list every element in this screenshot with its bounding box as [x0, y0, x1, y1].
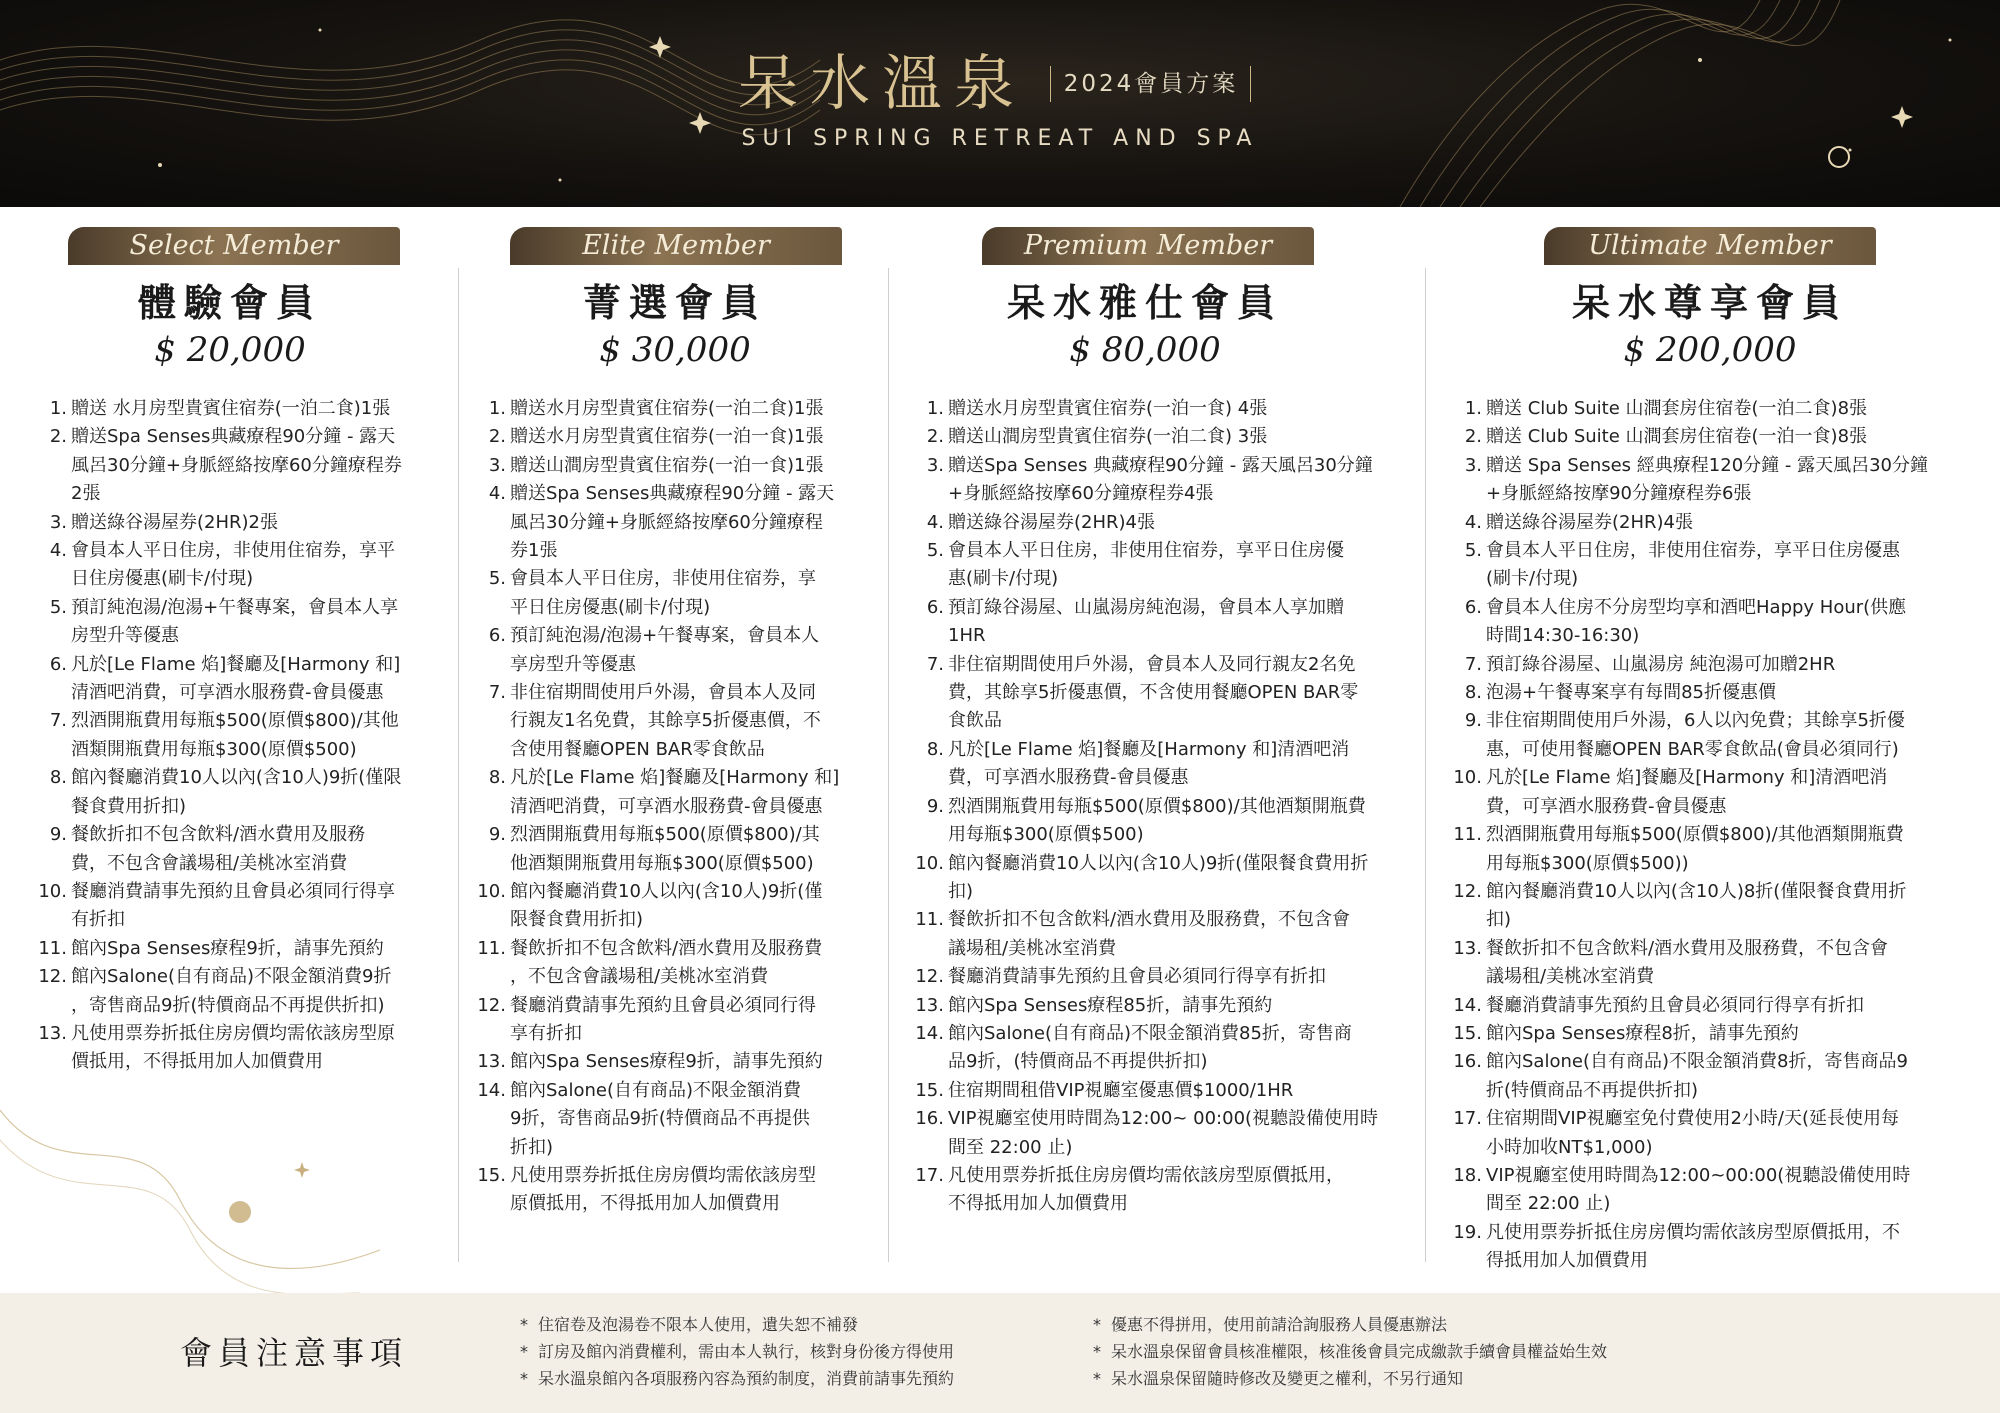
benefit-text-line: 餐飲折扣不包含飲料/酒水費用及服務: [71, 824, 366, 846]
benefit-item: [474, 1162, 882, 1219]
benefit-text-line: 折扣): [510, 1136, 554, 1158]
benefit-item: [1450, 1048, 1990, 1105]
tier-price: $ 200,000: [1623, 330, 1797, 370]
benefit-text-line: 餐飲折扣不包含飲料/酒水費用及服務費，不包含會: [1486, 937, 1889, 959]
benefit-number: 11.: [477, 937, 506, 959]
benefit-text-line: 品9折，(特價商品不再提供折扣): [948, 1051, 1208, 1073]
benefit-item: [35, 651, 450, 708]
benefit-text-line: 他酒類開瓶費用每瓶$300(原價$500): [510, 852, 814, 874]
benefit-item: [1450, 594, 1990, 651]
benefit-text-line: 會員本人平日住房，非使用住宿券，享平日住房優: [948, 540, 1344, 562]
benefit-number: 16.: [1453, 1051, 1482, 1073]
benefit-item: [1450, 1020, 1990, 1048]
benefit-number: 12.: [915, 966, 944, 988]
benefit-number: 14.: [1453, 994, 1482, 1016]
benefit-number: 2.: [488, 426, 506, 448]
benefit-text-line: 時間14:30-16:30): [1486, 625, 1640, 647]
benefit-item: [474, 480, 882, 565]
benefit-item: [912, 452, 1422, 509]
brand-title: 呆水溫泉: [738, 49, 1026, 119]
tier-tab-label: Elite Member: [510, 227, 842, 265]
benefit-item: [474, 395, 882, 423]
benefit-text-line: 2張: [71, 483, 101, 505]
benefit-text-line: 贈送綠谷湯屋券(2HR)4張: [948, 511, 1155, 533]
benefit-number: 15.: [477, 1164, 506, 1186]
benefit-text-line: 贈送山澗房型貴賓住宿券(一泊二食) 3張: [948, 426, 1268, 448]
benefit-text-line: 惠，可使用餐廳OPEN BAR零食飲品(會員必須同行): [1486, 738, 1899, 760]
benefit-text-line: 間至 22:00 止): [1486, 1193, 1611, 1215]
benefit-item: [474, 452, 882, 480]
benefit-text-line: 贈送Spa Senses典藏療程90分鐘 - 露天: [510, 483, 835, 505]
benefit-text-line: 非住宿期間使用戶外湯，6人以內免費；其餘享5折優: [1486, 710, 1905, 732]
benefit-text-line: 預訂綠谷湯屋、山嵐湯房純泡湯，會員本人享加贈: [948, 596, 1344, 618]
benefit-item: [912, 1020, 1422, 1077]
benefit-text-line: 贈送水月房型貴賓住宿券(一泊一食) 4張: [948, 398, 1268, 419]
benefit-number: 9.: [49, 824, 67, 846]
column-divider: [1425, 268, 1426, 1262]
footer-notes: [0, 1293, 2000, 1413]
benefit-number: 10.: [477, 880, 506, 902]
benefit-number: 14.: [477, 1079, 506, 1101]
benefit-text-line: 享房型升等優惠: [510, 653, 636, 675]
benefit-text-line: VIP視廳室使用時間為12:00~ 00:00(視聽設備使用時: [948, 1108, 1379, 1130]
benefit-item: [35, 509, 450, 537]
benefit-number: 17.: [1453, 1108, 1482, 1130]
benefit-text-line: 議場租/美桃冰室消費: [1486, 966, 1655, 988]
benefit-number: 5.: [926, 540, 944, 562]
benefit-text-line: 餐食費用折扣): [71, 795, 187, 817]
benefit-text-line: 行親友1名免費，其餘享5折優惠價，不: [510, 710, 821, 732]
benefit-number: 3.: [488, 454, 506, 476]
benefit-text-line: 預訂純泡湯/泡湯+午餐專案，會員本人: [510, 625, 820, 647]
benefit-text-line: 贈送 Spa Senses 經典療程120分鐘 - 露天風呂30分鐘: [1486, 454, 1928, 476]
benefit-number: 4.: [488, 483, 506, 505]
benefit-text-line: 館內餐廳消費10人以內(含10人)9折(僅: [510, 880, 823, 902]
benefit-text-line: 清酒吧消費，可享酒水服務費-會員優惠: [510, 795, 823, 817]
benefit-number: 4.: [1464, 511, 1482, 533]
tier-price: $ 80,000: [1069, 330, 1221, 370]
benefit-text-line: 風呂30分鐘+身脈經絡按摩60分鐘療程券: [71, 454, 402, 476]
benefit-item: [1450, 537, 1990, 594]
benefit-item: [1450, 764, 1990, 821]
benefit-item: [35, 935, 450, 963]
benefit-text-line: 烈酒開瓶費用每瓶$500(原價$800)/其他酒類開瓶費: [948, 795, 1366, 817]
tier-name: 體驗會員: [137, 280, 322, 325]
benefit-text-line: 用每瓶$300(原價$500): [948, 824, 1144, 846]
benefit-item: [474, 992, 882, 1049]
benefit-number: 11.: [38, 937, 67, 959]
note-item: * 住宿卷及泡湯卷不限本人使用，遺失恕不補發: [520, 1311, 1040, 1338]
benefit-text-line: 費，不包含會議場租/美桃冰室消費: [71, 852, 348, 874]
benefit-item: [1450, 1219, 1990, 1276]
benefit-text-line: 贈送綠谷湯屋券(2HR)2張: [71, 511, 278, 533]
benefit-text-line: 會員本人住房不分房型均享和酒吧Happy Hour(供應: [1486, 596, 1907, 618]
benefit-number: 6.: [49, 653, 67, 675]
brand-subtitle: 2024會員方案: [1063, 71, 1239, 97]
benefit-item: [1450, 878, 1990, 935]
benefit-text-line: 贈送水月房型貴賓住宿券(一泊一食)1張: [510, 426, 824, 448]
benefit-number: 12.: [477, 994, 506, 1016]
benefit-number: 1.: [926, 398, 944, 419]
tier-price: $ 30,000: [599, 330, 751, 370]
benefit-text-line: 烈酒開瓶費用每瓶$500(原價$800)/其他酒類開瓶費: [1486, 824, 1904, 846]
benefit-item: [1450, 992, 1990, 1020]
benefit-item: [1450, 707, 1990, 764]
benefit-text-line: 贈送Spa Senses典藏療程90分鐘 - 露天: [71, 426, 396, 448]
benefit-item: [912, 992, 1422, 1020]
benefit-text-line: ，寄售商品9折(特價商品不再提供折扣): [71, 994, 385, 1016]
benefit-text-line: 凡使用票券折抵住房房價均需依該房型原: [71, 1022, 395, 1044]
benefit-item: [35, 821, 450, 878]
benefits-list: [35, 395, 450, 1077]
benefit-text-line: 平日住房優惠(刷卡/付現): [510, 596, 711, 618]
benefit-text-line: 餐廳消費請事先預約且會員必須同行得享有折扣: [1486, 994, 1864, 1016]
header-banner: [0, 0, 2000, 207]
benefit-item: [912, 906, 1422, 963]
benefit-text-line: 扣): [1486, 909, 1512, 931]
benefit-number: 8.: [49, 767, 67, 789]
benefit-number: 8.: [1464, 682, 1482, 704]
benefit-text-line: 凡於[Le Flame 焰]餐廳及[Harmony 和]清酒吧消: [948, 738, 1350, 760]
benefit-text-line: 館內Spa Senses療程9折，請事先預約: [510, 1051, 823, 1073]
benefit-text-line: 館內餐廳消費10人以內(含10人)8折(僅限餐食費用折: [1486, 880, 1907, 902]
benefit-text-line: 烈酒開瓶費用每瓶$500(原價$800)/其他: [71, 710, 399, 732]
benefit-text-line: 預訂綠谷湯屋、山嵐湯房 純泡湯可加贈2HR: [1486, 653, 1836, 675]
benefit-number: 12.: [38, 966, 67, 988]
benefit-text-line: 費，可享酒水服務費-會員優惠: [948, 767, 1189, 789]
benefit-text-line: 館內Salone(自有商品)不限金額消費9折: [71, 966, 392, 988]
note-item: * 呆水溫泉保留會員核准權限，核准後會員完成繳款手續會員權益始生效: [1093, 1338, 1693, 1365]
benefit-text-line: 餐廳消費請事先預約且會員必須同行得享: [71, 880, 395, 902]
benefit-item: [912, 537, 1422, 594]
benefit-number: 19.: [1453, 1221, 1482, 1243]
benefit-number: 15.: [915, 1079, 944, 1101]
benefit-text-line: 非住宿期間使用戶外湯，會員本人及同行親友2名免: [948, 653, 1356, 675]
benefit-number: 8.: [488, 767, 506, 789]
benefit-number: 1.: [488, 398, 506, 419]
benefit-item: [1450, 395, 1990, 423]
benefit-item: [474, 764, 882, 821]
benefit-item: [912, 651, 1422, 736]
benefit-text-line: 非住宿期間使用戶外湯，會員本人及同: [510, 682, 816, 704]
benefit-item: [474, 821, 882, 878]
benefit-number: 7.: [49, 710, 67, 732]
benefit-text-line: 館內Salone(自有商品)不限金額消費: [510, 1079, 801, 1101]
tier-name: 呆水尊享會員: [1571, 280, 1848, 325]
benefit-number: 2.: [1464, 426, 1482, 448]
benefit-number: 1.: [1464, 398, 1482, 419]
benefit-number: 9.: [488, 824, 506, 846]
benefit-item: [912, 423, 1422, 451]
brand-row: [0, 44, 2000, 124]
swirl-decoration: [0, 1050, 380, 1293]
benefit-item: [35, 878, 450, 935]
footer-title: 會員注意事項: [180, 1334, 409, 1372]
benefit-number: 1.: [49, 398, 67, 419]
benefit-item: [912, 509, 1422, 537]
benefit-text-line: 享有折扣: [510, 1022, 582, 1044]
benefit-text-line: 館內餐廳消費10人以內(含10人)9折(僅限餐食費用折: [948, 852, 1369, 874]
benefit-text-line: 贈送山澗房型貴賓住宿券(一泊一食)1張: [510, 454, 824, 476]
benefit-number: 4.: [49, 540, 67, 562]
column-divider: [458, 268, 459, 1262]
benefit-number: 11.: [1453, 824, 1482, 846]
benefit-number: 11.: [915, 909, 944, 931]
benefit-text-line: 扣): [948, 880, 974, 902]
benefit-text-line: 議場租/美桃冰室消費: [948, 937, 1117, 959]
benefit-text-line: +身脈經絡按摩60分鐘療程券4張: [948, 483, 1214, 505]
benefit-number: 2.: [49, 426, 67, 448]
benefit-text-line: 用每瓶$300(原價$500)): [1486, 852, 1689, 874]
benefit-text-line: 不得抵用加人加價費用: [948, 1193, 1128, 1215]
benefit-text-line: 折(特價商品不再提供折扣): [1486, 1079, 1699, 1101]
benefit-number: 6.: [926, 596, 944, 618]
notes-right-list: [1093, 1311, 1693, 1392]
benefit-text-line: 凡使用票券折抵住房房價均需依該房型: [510, 1164, 816, 1186]
benefit-item: [1450, 651, 1990, 679]
tier-price: $ 20,000: [154, 330, 306, 370]
benefit-text-line: 館內餐廳消費10人以內(含10人)9折(僅限: [71, 767, 402, 789]
benefit-item: [1450, 1162, 1990, 1219]
benefit-item: [474, 622, 882, 679]
benefit-item: [912, 1105, 1422, 1162]
benefit-text-line: 價抵用，不得抵用加人加價費用: [71, 1051, 323, 1073]
benefit-text-line: 凡使用票券折抵住房房價均需依該房型原價抵用，不: [1486, 1221, 1900, 1243]
benefit-text-line: 費，其餘享5折優惠價，不含使用餐廳OPEN BAR零: [948, 682, 1359, 704]
benefit-text-line: 凡於[Le Flame 焰]餐廳及[Harmony 和]: [71, 653, 401, 675]
benefit-item: [912, 395, 1422, 423]
benefit-number: 14.: [915, 1022, 944, 1044]
benefit-text-line: 含使用餐廳OPEN BAR零食飲品: [510, 738, 765, 760]
benefit-text-line: 間至 22:00 止): [948, 1136, 1073, 1158]
benefit-text-line: ，不包含會議場租/美桃冰室消費: [510, 966, 769, 988]
benefit-number: 17.: [915, 1164, 944, 1186]
benefit-item: [912, 736, 1422, 793]
benefit-item: [1450, 1105, 1990, 1162]
benefit-item: [1450, 935, 1990, 992]
benefit-text-line: 會員本人平日住房，非使用住宿券，享: [510, 568, 816, 590]
benefit-item: [912, 963, 1422, 991]
benefit-text-line: 有折扣: [71, 909, 125, 931]
note-item: * 優惠不得拼用，使用前請洽詢服務人員優惠辦法: [1093, 1311, 1693, 1338]
benefits-list: [912, 395, 1422, 1219]
benefit-text-line: 餐廳消費請事先預約且會員必須同行得享有折扣: [948, 966, 1326, 988]
benefit-text-line: 泡湯+午餐專案享有每間85折優惠價: [1486, 682, 1776, 704]
benefit-text-line: 館內Spa Senses療程85折，請事先預約: [948, 994, 1273, 1016]
benefit-text-line: VIP視廳室使用時間為12:00~00:00(視聽設備使用時: [1486, 1164, 1911, 1186]
tier-tab-label: Select Member: [68, 227, 400, 265]
benefit-item: [474, 1077, 882, 1162]
benefit-item: [912, 850, 1422, 907]
benefit-text-line: 贈送水月房型貴賓住宿券(一泊二食)1張: [510, 398, 824, 419]
benefit-item: [1450, 452, 1990, 509]
benefit-text-line: 餐飲折扣不包含飲料/酒水費用及服務費，不包含會: [948, 909, 1351, 931]
benefit-item: [35, 395, 450, 423]
note-item: * 呆水溫泉保留隨時修改及變更之權利，不另行通知: [1093, 1365, 1693, 1392]
benefit-text-line: 費，可享酒水服務費-會員優惠: [1486, 795, 1727, 817]
benefit-text-line: 贈送 水月房型貴賓住宿券(一泊二食)1張: [71, 398, 391, 419]
benefit-text-line: 住宿期間租借VIP視廳室優惠價$1000/1HR: [948, 1079, 1294, 1101]
benefit-text-line: 贈送 Club Suite 山澗套房住宿卷(一泊二食)8張: [1486, 398, 1868, 419]
note-item: * 呆水溫泉館內各項服務內容為預約制度，消費前請事先預約: [520, 1365, 1040, 1392]
benefit-text-line: 原價抵用，不得抵用加人加價費用: [510, 1193, 780, 1215]
benefit-number: 4.: [926, 511, 944, 533]
benefit-number: 7.: [926, 653, 944, 675]
benefit-number: 6.: [488, 625, 506, 647]
benefit-number: 7.: [1464, 653, 1482, 675]
benefit-text-line: 館內Salone(自有商品)不限金額消費85折，寄售商: [948, 1022, 1352, 1044]
benefit-text-line: 惠(刷卡/付現): [948, 568, 1059, 590]
benefit-text-line: 館內Salone(自有商品)不限金額消費8折，寄售商品9: [1486, 1051, 1908, 1073]
benefit-text-line: 1HR: [948, 625, 986, 647]
benefit-item: [912, 793, 1422, 850]
brand-english-name: SUI SPRING RETREAT AND SPA: [741, 126, 1259, 151]
benefit-number: 13.: [477, 1051, 506, 1073]
benefit-text-line: 住宿期間VIP視廳室免付費使用2小時/天(延長使用每: [1486, 1108, 1900, 1130]
benefit-text-line: 會員本人平日住房，非使用住宿券，享平日住房優惠: [1486, 540, 1900, 562]
benefit-number: 5.: [1464, 540, 1482, 562]
tier-tab-label: Premium Member: [982, 227, 1314, 265]
note-item: * 訂房及館內消費權利，需由本人執行，核對身份後方得使用: [520, 1338, 1040, 1365]
benefit-text-line: 9折，寄售商品9折(特價商品不再提供: [510, 1108, 810, 1130]
benefit-number: 10.: [1453, 767, 1482, 789]
brand-divider: [1050, 66, 1051, 102]
tier-tab-label: Ultimate Member: [1544, 227, 1876, 265]
benefit-item: [912, 1162, 1422, 1219]
benefit-text-line: 券1張: [510, 540, 558, 562]
benefit-text-line: +身脈經絡按摩90分鐘療程券6張: [1486, 483, 1752, 505]
benefit-item: [35, 764, 450, 821]
benefit-item: [474, 878, 882, 935]
benefit-number: 10.: [38, 880, 67, 902]
benefit-text-line: 凡於[Le Flame 焰]餐廳及[Harmony 和]清酒吧消: [1486, 767, 1888, 789]
benefit-number: 3.: [49, 511, 67, 533]
benefits-list: [1450, 395, 1990, 1276]
benefit-item: [912, 1077, 1422, 1105]
benefit-number: 10.: [915, 852, 944, 874]
benefit-text-line: 館內Spa Senses療程8折，請事先預約: [1486, 1022, 1799, 1044]
notes-left-list: [520, 1311, 1040, 1392]
benefit-text-line: 館內Spa Senses療程9折，請事先預約: [71, 937, 384, 959]
benefit-item: [474, 935, 882, 992]
benefit-text-line: 餐飲折扣不包含飲料/酒水費用及服務費: [510, 937, 823, 959]
benefit-item: [474, 679, 882, 764]
brand-divider: [1250, 66, 1251, 102]
benefit-text-line: 贈送綠谷湯屋券(2HR)4張: [1486, 511, 1693, 533]
benefit-number: 15.: [1453, 1022, 1482, 1044]
benefit-text-line: 凡於[Le Flame 焰]餐廳及[Harmony 和]: [510, 767, 840, 789]
benefit-number: 9.: [926, 795, 944, 817]
column-divider: [888, 268, 889, 1262]
benefit-item: [474, 1048, 882, 1076]
benefit-item: [1450, 821, 1990, 878]
benefit-text-line: 凡使用票券折抵住房房價均需依該房型原價抵用，: [948, 1164, 1344, 1186]
benefit-number: 12.: [1453, 880, 1482, 902]
benefit-text-line: 贈送Spa Senses 典藏療程90分鐘 - 露天風呂30分鐘: [948, 454, 1373, 476]
benefit-text-line: 烈酒開瓶費用每瓶$500(原價$800)/其: [510, 824, 820, 846]
benefit-number: 3.: [926, 454, 944, 476]
benefit-text-line: 餐廳消費請事先預約且會員必須同行得: [510, 994, 816, 1016]
benefit-number: 13.: [1453, 937, 1482, 959]
benefit-text-line: 酒類開瓶費用每瓶$300(原價$500): [71, 738, 357, 760]
benefit-item: [474, 423, 882, 451]
benefit-item: [35, 423, 450, 508]
benefit-number: 5.: [488, 568, 506, 590]
benefit-text-line: 會員本人平日住房，非使用住宿券，享平: [71, 540, 395, 562]
benefit-number: 13.: [38, 1022, 67, 1044]
benefit-number: 18.: [1453, 1164, 1482, 1186]
benefit-item: [474, 565, 882, 622]
benefit-number: 9.: [1464, 710, 1482, 732]
benefit-text-line: 食飲品: [948, 710, 1002, 732]
benefit-item: [1450, 509, 1990, 537]
benefit-item: [1450, 423, 1990, 451]
benefit-text-line: 風呂30分鐘+身脈經絡按摩60分鐘療程: [510, 511, 823, 533]
benefit-number: 3.: [1464, 454, 1482, 476]
tier-name: 菁選會員: [582, 280, 767, 325]
benefit-text-line: (刷卡/付現): [1486, 568, 1579, 590]
benefit-number: 8.: [926, 738, 944, 760]
benefit-text-line: 贈送 Club Suite 山澗套房住宿卷(一泊一食)8張: [1486, 426, 1868, 448]
benefit-number: 2.: [926, 426, 944, 448]
benefit-text-line: 得抵用加人加價費用: [1486, 1250, 1648, 1272]
benefit-item: [35, 707, 450, 764]
benefit-number: 5.: [49, 596, 67, 618]
benefit-text-line: 小時加收NT$1,000): [1486, 1136, 1653, 1158]
benefit-text-line: 清酒吧消費，可享酒水服務費-會員優惠: [71, 682, 384, 704]
tier-name: 呆水雅仕會員: [1006, 280, 1283, 325]
benefit-text-line: 限餐食費用折扣): [510, 909, 644, 931]
benefits-list: [474, 395, 882, 1219]
benefit-number: 7.: [488, 682, 506, 704]
benefit-text-line: 房型升等優惠: [71, 625, 179, 647]
benefit-item: [35, 537, 450, 594]
benefit-item: [1450, 679, 1990, 707]
benefit-number: 16.: [915, 1108, 944, 1130]
benefit-text-line: 日住房優惠(刷卡/付現): [71, 568, 254, 590]
benefit-number: 13.: [915, 994, 944, 1016]
benefit-item: [35, 594, 450, 651]
benefit-number: 6.: [1464, 596, 1482, 618]
benefit-item: [35, 963, 450, 1020]
benefit-text-line: 預訂純泡湯/泡湯+午餐專案，會員本人享: [71, 596, 399, 618]
benefit-item: [912, 594, 1422, 651]
